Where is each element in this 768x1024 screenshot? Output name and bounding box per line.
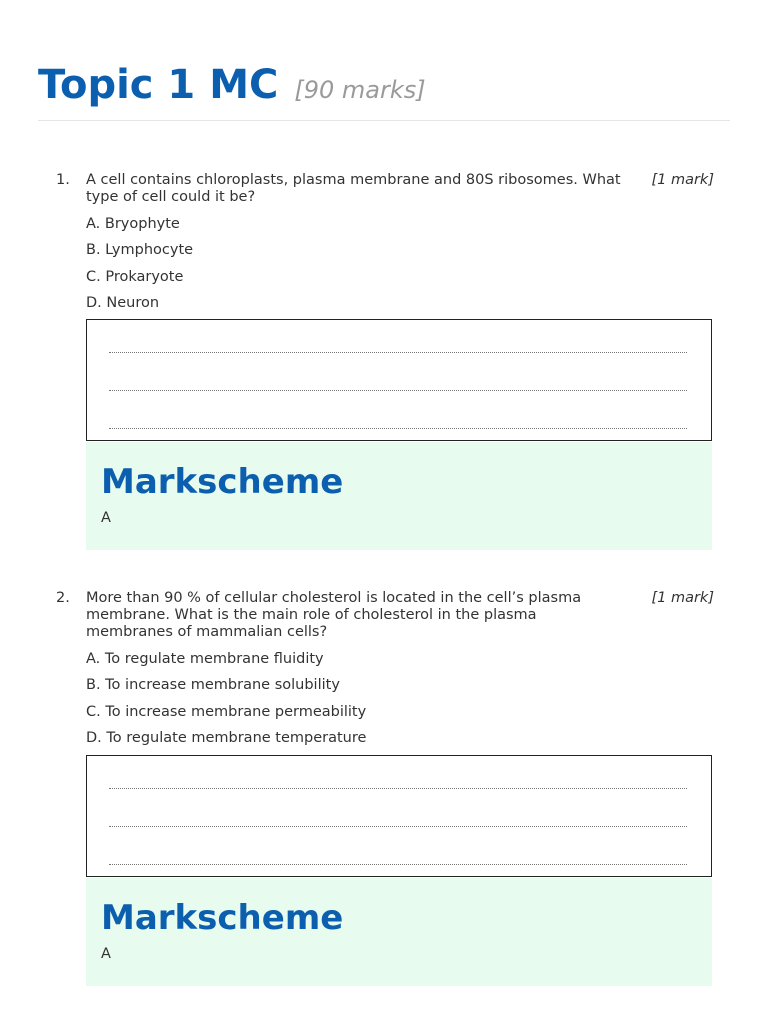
option-d: D. Neuron	[86, 294, 160, 311]
markscheme-answer: A	[101, 510, 111, 526]
option-c: C. To increase membrane permeability	[86, 703, 367, 720]
option-c: C. Prokaryote	[86, 268, 184, 285]
answer-line	[109, 826, 687, 827]
option-d: D. To regulate membrane temperature	[86, 729, 367, 746]
option-b: B. To increase membrane solubility	[86, 677, 340, 694]
question-number: 2.	[56, 590, 70, 606]
markscheme-title: Markscheme	[101, 898, 344, 938]
markscheme-panel	[86, 878, 712, 986]
options-list	[86, 216, 712, 321]
answer-line	[109, 428, 687, 429]
option-a: A. To regulate membrane fluidity	[86, 651, 324, 667]
markscheme-panel	[86, 442, 712, 550]
page-title: Topic 1 MC	[38, 62, 279, 108]
page-header	[38, 62, 730, 121]
question-text: A cell contains chloroplasts, plasma membrane and 80S ribosomes. What type of cell could it be?	[86, 172, 621, 205]
answer-box[interactable]	[86, 755, 712, 877]
total-marks: [90 marks]	[294, 76, 426, 104]
answer-box[interactable]	[86, 319, 712, 441]
question-2	[56, 590, 712, 756]
question-1	[56, 172, 712, 321]
answer-line	[109, 390, 687, 391]
answer-line	[109, 352, 687, 353]
question-marks: [1 mark]	[651, 172, 714, 188]
question-number: 1.	[56, 172, 70, 188]
options-list	[86, 651, 712, 756]
question-marks: [1 mark]	[651, 590, 714, 606]
markscheme-title: Markscheme	[101, 462, 344, 502]
answer-line	[109, 788, 687, 789]
markscheme-answer: A	[101, 946, 111, 962]
question-text: More than 90 % of cellular cholesterol is located in the cell’s plasma membrane. What is the main role of cholesterol in the plasma membranes of mammalian cells?	[86, 590, 582, 640]
option-b: B. Lymphocyte	[86, 242, 194, 259]
answer-line	[109, 864, 687, 865]
option-a: A. Bryophyte	[86, 216, 180, 232]
